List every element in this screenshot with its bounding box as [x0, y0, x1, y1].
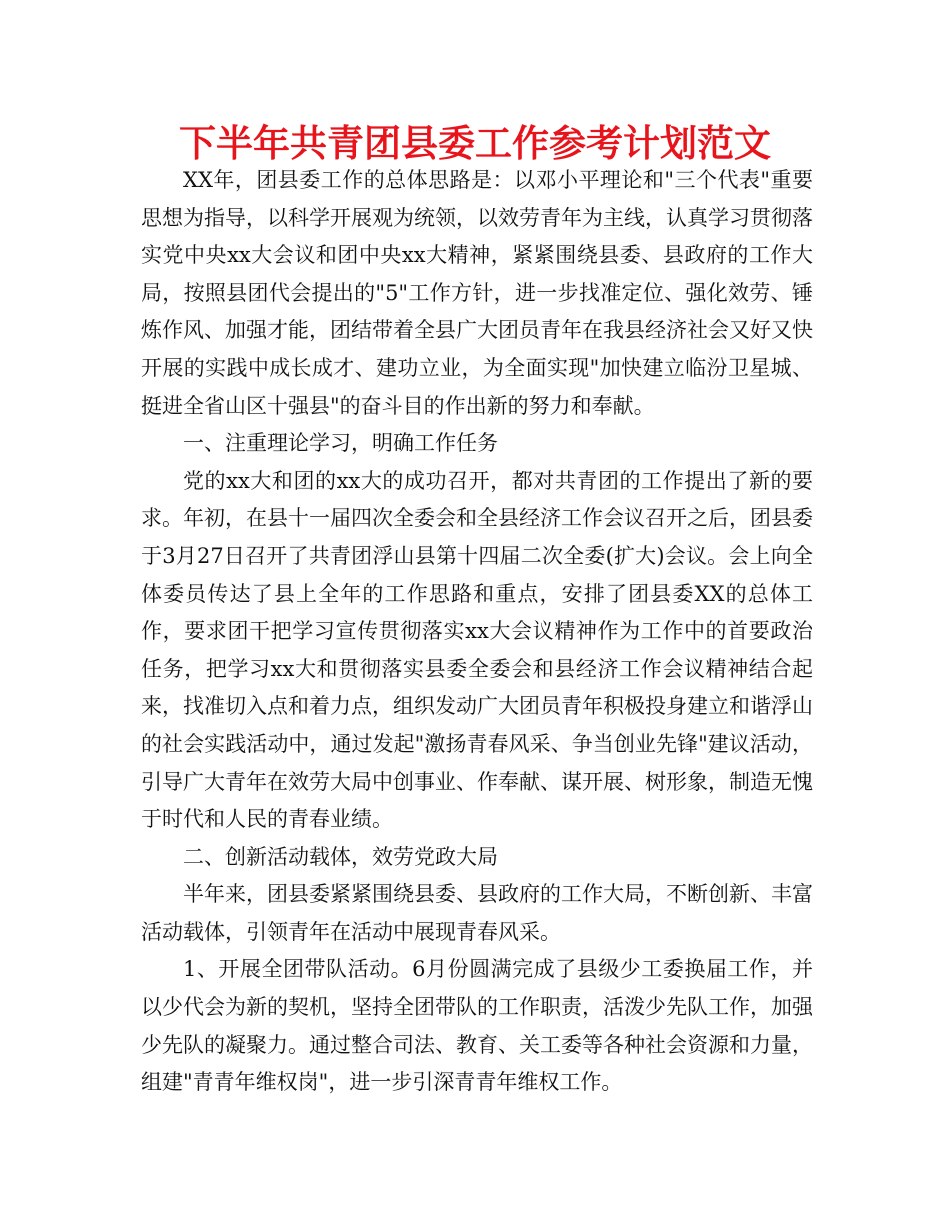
document-body: [141, 162, 813, 1102]
paragraph-intro: XX年，团县委工作的总体思路是：以邓小平理论和"三个代表"重要思想为指导，以科学开展观为统领，以效劳青年为主线，认真学习贯彻落实党中央xx大会议和团中央xx大精神，紧紧围绕县委、县政府的工作大局，按照县团代会提出的"5"工作方针，进一步找准定位、强化效劳、锤炼作风、加强才能，团结带着全县广大团员青年在我县经济社会又好又快开展的实践中成长成才、建功立业，为全面实现"加快建立临汾卫星城、挺进全省山区十强县"的奋斗目的作出新的努力和奉献。: [141, 168, 813, 418]
section-heading-2: 二、创新活动载体，效劳党政大局: [183, 844, 498, 869]
paragraph-section-1: 党的xx大和团的xx大的成功召开，都对共青团的工作提出了新的要求。年初，在县十一届四次全委会和全县经济工作会议召开之后，团县委于3月27日召开了共青团浮山县第十四届二次全委(扩大)会议。会上向全体委员传达了县上全年的工作思路和重点，安排了团县委XX的总体工作，要求团干把学习宣传贯彻落实xx大会议精神作为工作中的首要政治任务，把学习xx大和贯彻落实县委全委会和县经济工作会议精神结合起来，找准切入点和着力点，组织发动广大团员青年积极投身建立和谐浮山的社会实践活动中，通过发起"激扬青春风采、争当创业先锋"建议活动，引导广大青年在效劳大局中创事业、作奉献、谋开展、树形象，制造无愧于时代和人民的青春业绩。: [141, 468, 813, 832]
paragraph-section-2: 半年来，团县委紧紧围绕县委、县政府的工作大局，不断创新、丰富活动载体，引领青年在活动中展现青春风采。: [141, 882, 813, 944]
document-title: 下半年共青团县委工作参考计划范文: [179, 122, 771, 165]
section-heading-1: 一、注重理论学习，明确工作任务: [183, 431, 498, 456]
paragraph-item-1: 1、开展全团带队活动。6月份圆满完成了县级少工委换届工作，并以少代会为新的契机，坚持全团带队的工作职责，活泼少先队工作，加强少先队的凝聚力。通过整合司法、教育、关工委等各种社会资源和力量，组建"青青年维权岗"，进一步引深青青年维权工作。: [141, 957, 813, 1095]
